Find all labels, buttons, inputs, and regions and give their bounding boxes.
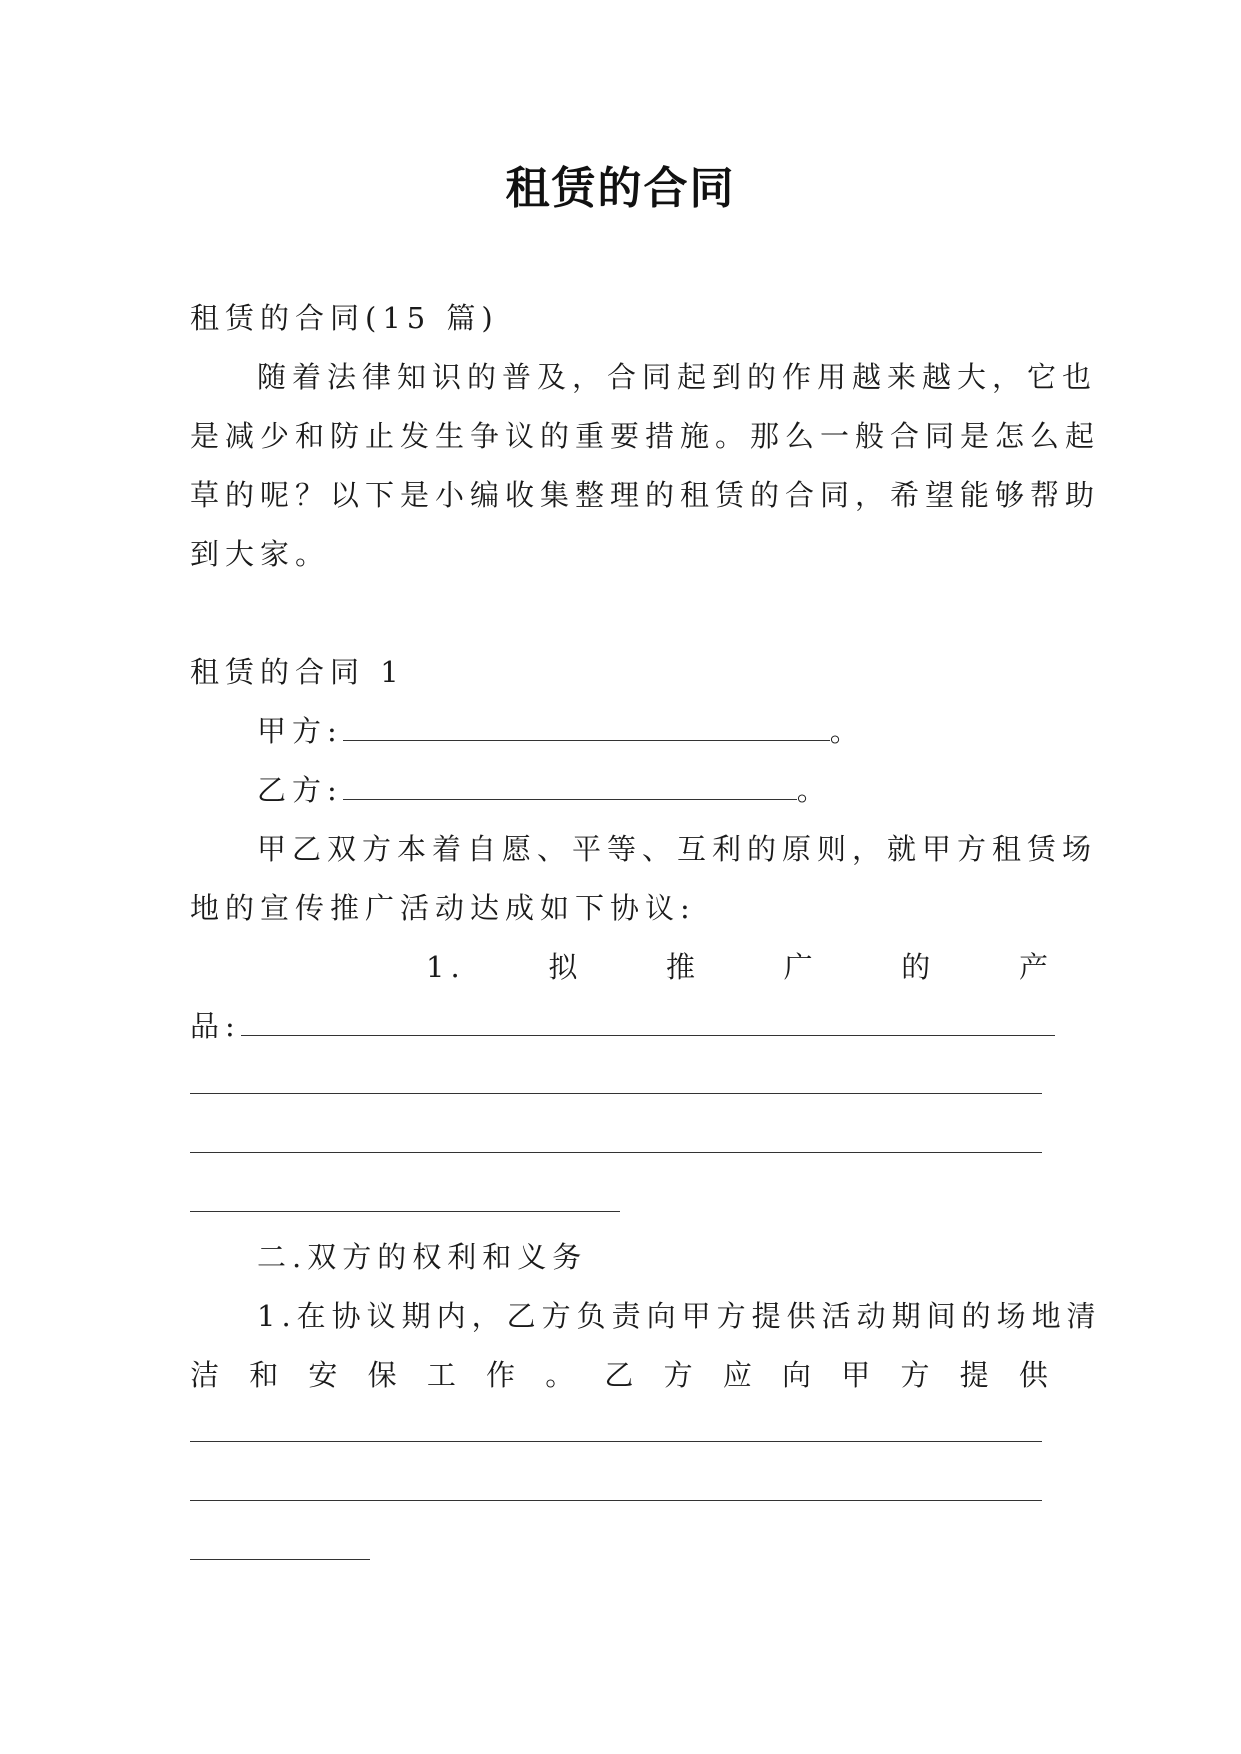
party-b-line (257, 770, 832, 810)
blank-line (190, 1211, 620, 1212)
item1-tail-label: 品: (190, 1009, 241, 1043)
intro-line-1: 随着法律知识的普及，合同起到的作用越来越大，它也 (257, 360, 1098, 394)
agreement-line-2: 地的宣传推广活动达成如下协议: (190, 891, 696, 925)
party-a-line (257, 711, 865, 751)
rights-char: 应 (722, 1358, 758, 1392)
item1-char: 推 (665, 950, 701, 984)
item1-line (426, 947, 1054, 987)
item1-char: 产 (1018, 950, 1054, 984)
blank-line (190, 1500, 1042, 1501)
rights-char: 。 (545, 1358, 581, 1392)
rights-char: 洁 (190, 1358, 226, 1392)
rights-char: 甲 (841, 1358, 877, 1392)
rights-char: 向 (782, 1358, 818, 1392)
blank-line (190, 1093, 1042, 1094)
blank-line (190, 1559, 370, 1560)
rights-char: 方 (900, 1358, 936, 1392)
rights-char: 和 (249, 1358, 285, 1392)
rights-char: 作 (486, 1358, 522, 1392)
party-a-blank (343, 714, 830, 741)
intro-line-4: 到大家。 (190, 537, 331, 571)
blank-line (190, 1441, 1042, 1442)
item1-char: 拟 (548, 950, 584, 984)
item1-char: 广 (783, 950, 819, 984)
rights-char: 工 (426, 1358, 462, 1392)
rights-char: 保 (367, 1358, 403, 1392)
intro-line-3: 草的呢？以下是小编收集整理的租赁的合同，希望能够帮助 (190, 478, 1101, 512)
intro-line-2: 是减少和防止发生争议的重要措施。那么一般合同是怎么起 (190, 419, 1101, 453)
party-b-blank (343, 773, 797, 800)
blank-line (190, 1152, 1042, 1153)
rights-char: 方 (663, 1358, 699, 1392)
rights-line-2 (190, 1355, 1054, 1395)
item1-blank (241, 1009, 1055, 1036)
document-title: 租赁的合同 (505, 163, 736, 214)
item1-number: 1. (426, 950, 466, 984)
rights-line-1: 1.在协议期内，乙方负责向甲方提供活动期间的场地清 (257, 1299, 1102, 1333)
document-subtitle: 租赁的合同(15 篇) (190, 301, 499, 335)
rights-char: 供 (1018, 1358, 1054, 1392)
party-a-label: 甲方: (257, 714, 343, 748)
party-b-period: 。 (796, 773, 832, 807)
item1-tail-line (190, 1006, 1055, 1046)
party-a-period: 。 (829, 714, 865, 748)
rights-char: 乙 (604, 1358, 640, 1392)
party-b-label: 乙方: (257, 773, 343, 807)
rights-char: 安 (308, 1358, 344, 1392)
item1-char: 的 (901, 950, 937, 984)
section1-heading: 租赁的合同 1 (190, 655, 405, 689)
rights-char: 提 (959, 1358, 995, 1392)
agreement-line-1: 甲乙双方本着自愿、平等、互利的原则，就甲方租赁场 (257, 832, 1098, 866)
rights-heading: 二.双方的权利和义务 (257, 1240, 588, 1274)
